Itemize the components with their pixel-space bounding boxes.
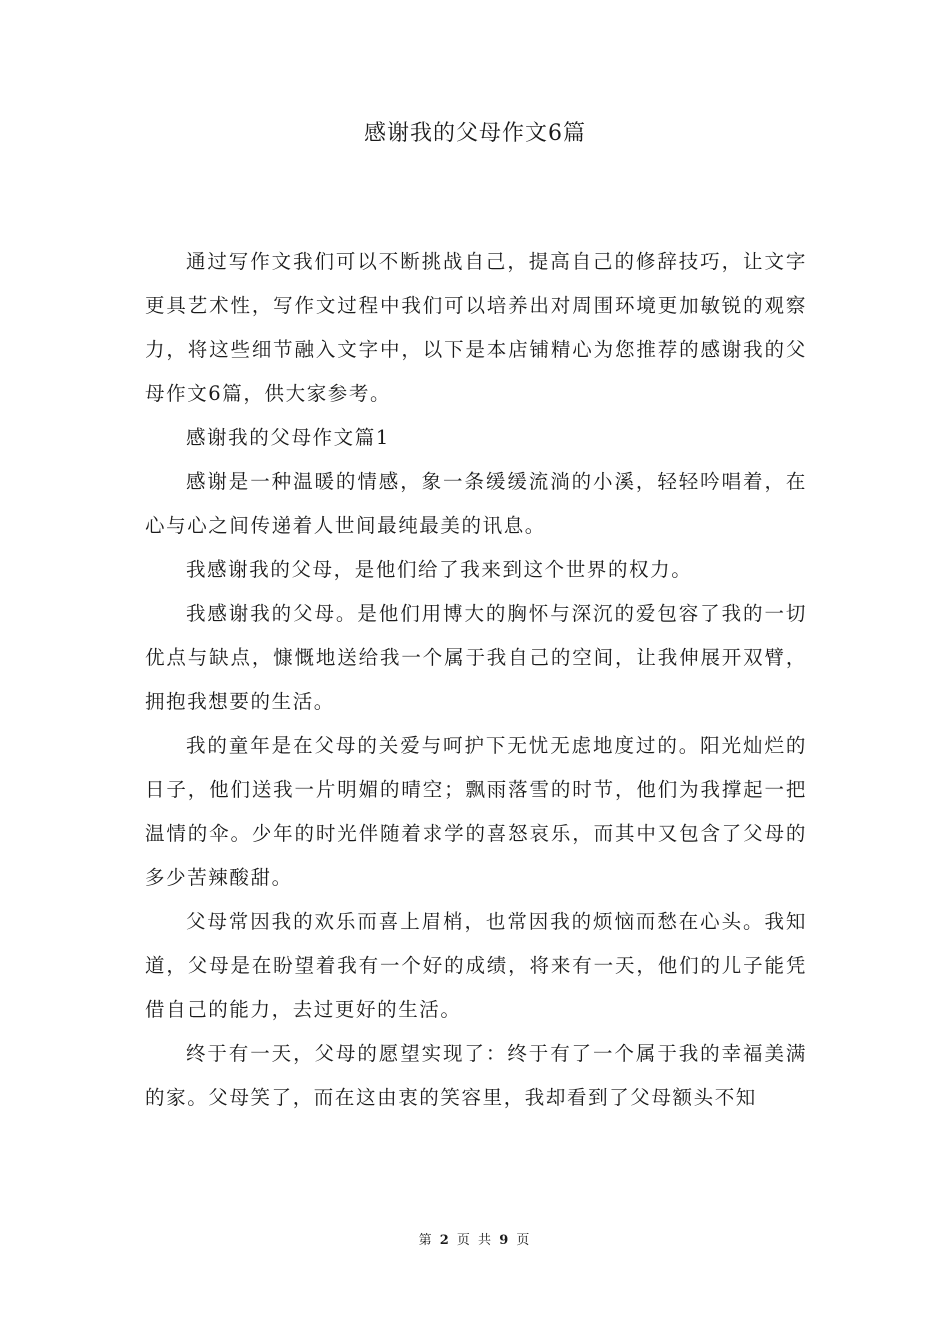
document-title: 感谢我的父母作文6篇	[364, 121, 586, 146]
body-paragraph: 我感谢我的父母，是他们给了我来到这个世界的权力。	[185, 558, 693, 581]
total-pages-number: 9	[499, 1233, 511, 1248]
body-paragraph: 我感谢我的父母。是他们用博大的胸怀与深沉的爱包容了我的一切优点与缺点，慷慨地送给我一个属于我自己的空间，让我伸展开双臂，拥抱我想要的生活。	[145, 602, 807, 713]
footer-suffix: 页	[516, 1233, 532, 1248]
document-body	[145, 240, 807, 1120]
footer-prefix: 第	[418, 1233, 434, 1248]
intro-paragraph: 通过写作文我们可以不断挑战自己，提高自己的修辞技巧，让文字更具艺术性，写作文过程中我们可以培养出对周围环境更加敏锐的观察力，将这些细节融入文字中，以下是本店铺精心为您推荐的感谢我的父母作文6篇，供大家参考。	[145, 250, 807, 405]
section-heading: 感谢我的父母作文篇1	[185, 426, 390, 449]
current-page-number: 2	[439, 1233, 451, 1248]
body-paragraph: 我的童年是在父母的关爱与呵护下无忧无虑地度过的。阳光灿烂的日子，他们送我一片明媚的晴空；飘雨落雪的时节，他们为我撑起一把温情的伞。少年的时光伴随着求学的喜怒哀乐，而其中又包含了父母的多少苦辣酸甜。	[145, 734, 807, 889]
body-paragraph: 终于有一天，父母的愿望实现了：终于有了一个属于我的幸福美满的家。父母笑了，而在这由衷的笑容里，我却看到了父母额头不知	[145, 1042, 807, 1109]
page-footer	[0, 1231, 950, 1251]
body-paragraph: 感谢是一种温暖的情感，象一条缓缓流淌的小溪，轻轻吟唱着，在心与心之间传递着人世间最纯最美的讯息。	[145, 470, 807, 537]
body-paragraph: 父母常因我的欢乐而喜上眉梢，也常因我的烦恼而愁在心头。我知道，父母是在盼望着我有一个好的成绩，将来有一天，他们的儿子能凭借自己的能力，去过更好的生活。	[145, 910, 807, 1021]
footer-middle: 页 共	[456, 1233, 494, 1248]
